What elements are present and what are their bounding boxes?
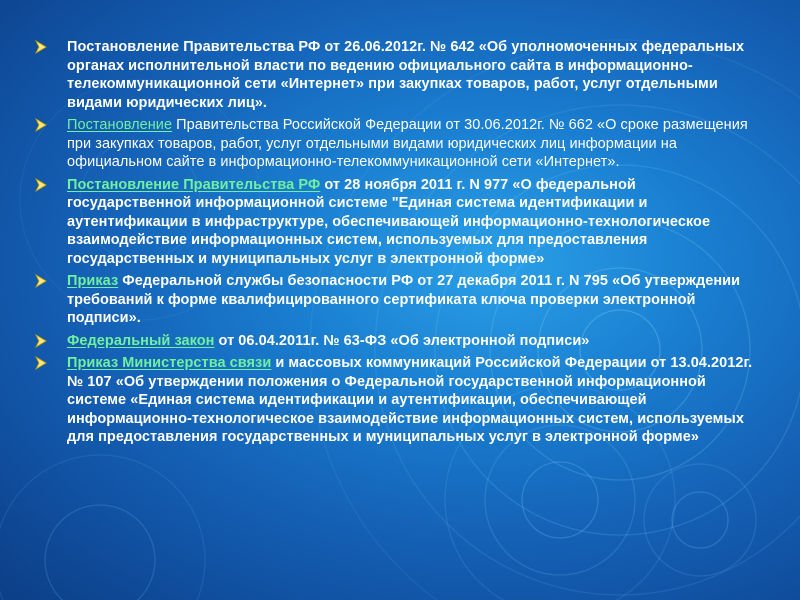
arrow-bullet-icon [34,273,48,289]
postanovlenie-link[interactable]: Постановление [67,117,173,133]
arrow-bullet-icon [34,39,48,55]
arrow-bullet-icon [34,117,48,133]
arrow-bullet-icon [34,355,48,371]
list-item [34,176,754,269]
list-item [34,332,754,351]
item-text: Постановление Правительства РФ от 26.06.2012г. № 642 «Об уполномоченных федеральных органах исполнительной власти по ведению официального сайта в информационно-телекоммуникационной сети «Интернет» при закупках товаров, работ, услуг отдельными видами юридических лиц». [67,39,745,111]
prikaz-minsvyazi-link[interactable]: Приказ Министерства связи [67,355,272,371]
item-text: Федеральной службы безопасности РФ от 27 декабря 2011 г. N 795 «Об утверждении требований к форме квалифицированного сертификата ключа проверки электронной подписи». [67,273,741,326]
item-text: от 06.04.2011г. № 63-ФЗ «Об электронной подписи» [214,332,590,349]
arrow-bullet-icon [34,333,48,349]
list-item [34,38,754,112]
list-item [34,272,754,328]
list-item [34,116,754,172]
federalny-zakon-link[interactable]: Федеральный закон [67,332,215,349]
item-text: и массовых коммуникаций Российской Федерации от 13.04.2012г. № 107 «Об утверждении положения о Федеральной государственной информационной системе «Единая система идентификации и аутентификации, обеспечивающей информационно-технологическое взаимодействие информационных систем, используемых для предоставления государственных и муниципальных услуг в электронной форме» [67,355,753,445]
prikaz-fsb-link[interactable]: Приказ [67,273,119,289]
item-text: Правительства Российской Федерации от 30.06.2012г. № 662 «О сроке размещения при закупках товаров, работ, услуг отдельными видами юридических лиц информации на официальном сайте в информационно-телекоммуникационной сети «Интернет». [67,117,748,170]
postanovlenie-pravitelstva-link[interactable]: Постановление Правительства РФ [67,176,321,193]
item-text: от 28 ноября 2011 г. N 977 «О федеральной государственной информационной системе "Единая система идентификации и аутентификации в инфраструктуре, обеспечивающей информационно-технологическое взаимодействие информационных систем, используемых для предоставления государственных и муниципальных услуг в электронной форме» [67,176,711,267]
arrow-bullet-icon [34,177,48,193]
bullet-list [34,38,754,451]
list-item [34,354,754,447]
